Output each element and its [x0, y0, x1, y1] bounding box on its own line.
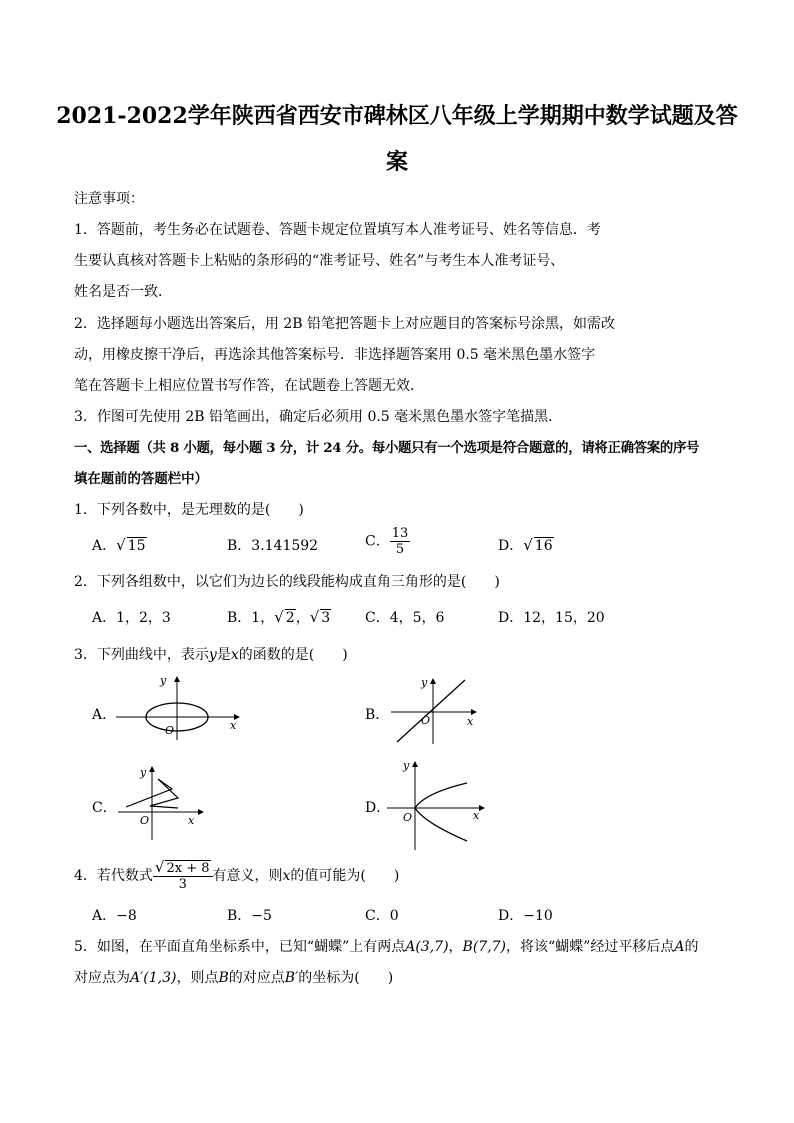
q5-point-b-name: B	[218, 970, 229, 986]
q4-option-c: C．0	[365, 908, 399, 924]
q2-option-a: A．1，2，3	[92, 610, 171, 626]
q3-option-b-label: B．	[365, 707, 390, 723]
q1-option-c	[365, 526, 410, 557]
sqrt-sign-icon: √	[309, 608, 320, 626]
q4-stem-mid: 有意义，则	[212, 868, 283, 884]
notes-line-4: 2．选择题每小题选出答案后，用 2B 铅笔把答题卡上对应题目的答案标号涂黑，如需改	[74, 316, 616, 332]
q5-point-a: A(3,7)	[405, 939, 449, 955]
q1-d-label: D．	[498, 538, 524, 554]
notes-heading: 注意事项：	[74, 191, 144, 207]
q1-a-radicand: 15	[127, 538, 146, 554]
graph-d-x-label: x	[473, 809, 480, 822]
q4-numerator	[153, 860, 213, 877]
q5-l2-mid2: 的对应点	[228, 970, 285, 986]
q5-point-b-prime: B′	[284, 970, 299, 986]
q2-b-separator: ，	[295, 610, 310, 626]
q4-option-a: A．−8	[92, 908, 137, 924]
section-heading-line-2: 填在题前的答题栏中）	[74, 471, 208, 487]
notes-line-2: 生要认真核对答题卡上粘贴的条形码的“准考证号、姓名”与考生本人准考证号、	[74, 253, 565, 269]
title-line-1: 2021-2022学年陕西省西安市碑林区八年级上学期期中数学试题及答	[56, 103, 738, 129]
q5-point-b: B(7,7)	[462, 939, 507, 955]
q5-point-a-prime: A′(1,3)	[130, 970, 177, 986]
page-title	[40, 93, 754, 185]
q4-var-x: x	[282, 868, 291, 884]
q3-var-y: y	[208, 647, 217, 663]
graph-c-x-label: x	[188, 814, 195, 827]
q2-b-label: B．1，	[227, 610, 275, 626]
q5-point-a-name: A	[674, 939, 685, 955]
graph-c-y-label: y	[140, 766, 147, 779]
q3-stem-post: 的函数的是( )	[238, 647, 348, 663]
q4-option-d: D．−10	[498, 908, 553, 924]
q4-radicand: 2x + 8	[166, 861, 210, 876]
q5-line-2	[74, 967, 393, 987]
q2-option-c: C．4，5，6	[365, 610, 445, 626]
q5-l2-pre: 对应点为	[74, 970, 130, 986]
graph-b-x-label: x	[467, 715, 474, 728]
q4-stem-post: 的值可能为( )	[290, 868, 400, 884]
q3-graph-c-zigzag	[112, 762, 212, 842]
graph-b-origin: O	[421, 714, 431, 727]
q1-a-label: A．	[92, 538, 117, 554]
section-heading-line-1: 一、选择题（共 8 小题，每小题 3 分，计 24 分。每小题只有一个选项是符合题意的，请将正确答案的序号	[74, 440, 700, 456]
q3-option-d-label: D．	[365, 800, 391, 816]
sqrt-sign-icon: √	[274, 608, 284, 626]
q1-c-label: C．	[365, 533, 390, 550]
q1-option-a	[92, 535, 147, 555]
q3-option-c-label: C．	[92, 800, 117, 816]
sqrt-sign-icon: √	[116, 536, 126, 554]
title-line-2: 案	[385, 149, 408, 175]
q3-graph-a-ellipse	[112, 672, 242, 742]
graph-a-y-label: y	[160, 674, 167, 687]
q2-b-radicand-1: 2	[285, 610, 295, 626]
q1-c-numerator: 13	[391, 526, 409, 541]
q3-option-a-label: A．	[92, 707, 117, 723]
notes-line-3: 姓名是否一致．	[74, 284, 172, 300]
q4-stem	[74, 860, 399, 892]
graph-c-origin: O	[140, 814, 150, 827]
notes-line-5: 动，用橡皮擦干净后，再选涂其他答案标号．非选择题答案用 0.5 毫米黑色墨水签字	[74, 347, 596, 363]
q3-graph-b-line	[385, 672, 485, 747]
q1-c-fraction	[390, 526, 411, 557]
q4-stem-pre: 4．若代数式	[74, 868, 153, 884]
q2-option-d: D．12，15，20	[498, 610, 605, 626]
q5-l1-end: 的	[684, 939, 699, 955]
q1-d-radicand: 16	[534, 538, 553, 554]
q5-l2-post: 的坐标为( )	[298, 970, 394, 986]
q3-graph-d-parabola	[385, 755, 495, 855]
q3-stem-pre: 3．下列曲线中，表示	[74, 647, 209, 663]
sqrt-sign-icon: √	[523, 536, 533, 554]
q1-stem: 1．下列各数中，是无理数的是( )	[74, 502, 304, 518]
q2-stem: 2．下列各组数中，以它们为边长的线段能构成直角三角形的是( )	[74, 574, 500, 590]
graph-d-origin: O	[403, 811, 413, 824]
q4-option-b: B．−5	[227, 908, 272, 924]
q2-option-b	[227, 607, 331, 627]
graph-b-y-label: y	[421, 676, 428, 689]
sqrt-sign-icon: √	[154, 858, 165, 876]
q1-c-denominator: 5	[395, 542, 405, 557]
q4-fraction	[153, 860, 213, 892]
q5-l1-pre: 5．如图，在平面直角坐标系中，已知“蝴蝶”上有两点	[74, 939, 406, 955]
q4-denominator: 3	[178, 877, 187, 892]
q5-line-1	[74, 936, 698, 956]
q3-stem-mid: 是	[216, 647, 231, 663]
q3-stem	[74, 644, 348, 664]
q2-b-radicand-2: 3	[321, 610, 331, 626]
graph-a-x-label: x	[230, 719, 237, 732]
q5-l1-post: ，将该“蝴蝶”经过平移后点	[506, 939, 675, 955]
graph-d-y-label: y	[403, 759, 410, 772]
notes-line-6: 笔在答题卡上相应位置书写作答，在试题卷上答题无效．	[74, 378, 424, 394]
q1-option-d	[498, 535, 554, 555]
notes-line-7: 3．作图可先使用 2B 铅笔画出，确定后必须用 0.5 毫米黑色墨水签字笔描黑．	[74, 409, 563, 425]
q5-l1-sep: ，	[448, 939, 463, 955]
graph-a-origin: O	[165, 724, 175, 737]
q3-var-x: x	[230, 647, 239, 663]
notes-line-1: 1．答题前，考生务必在试题卷、答题卡规定位置填写本人准考证号、姓名等信息．考	[74, 222, 601, 238]
q1-option-b: B．3.141592	[227, 538, 319, 554]
q5-l2-mid: ，则点	[176, 970, 219, 986]
